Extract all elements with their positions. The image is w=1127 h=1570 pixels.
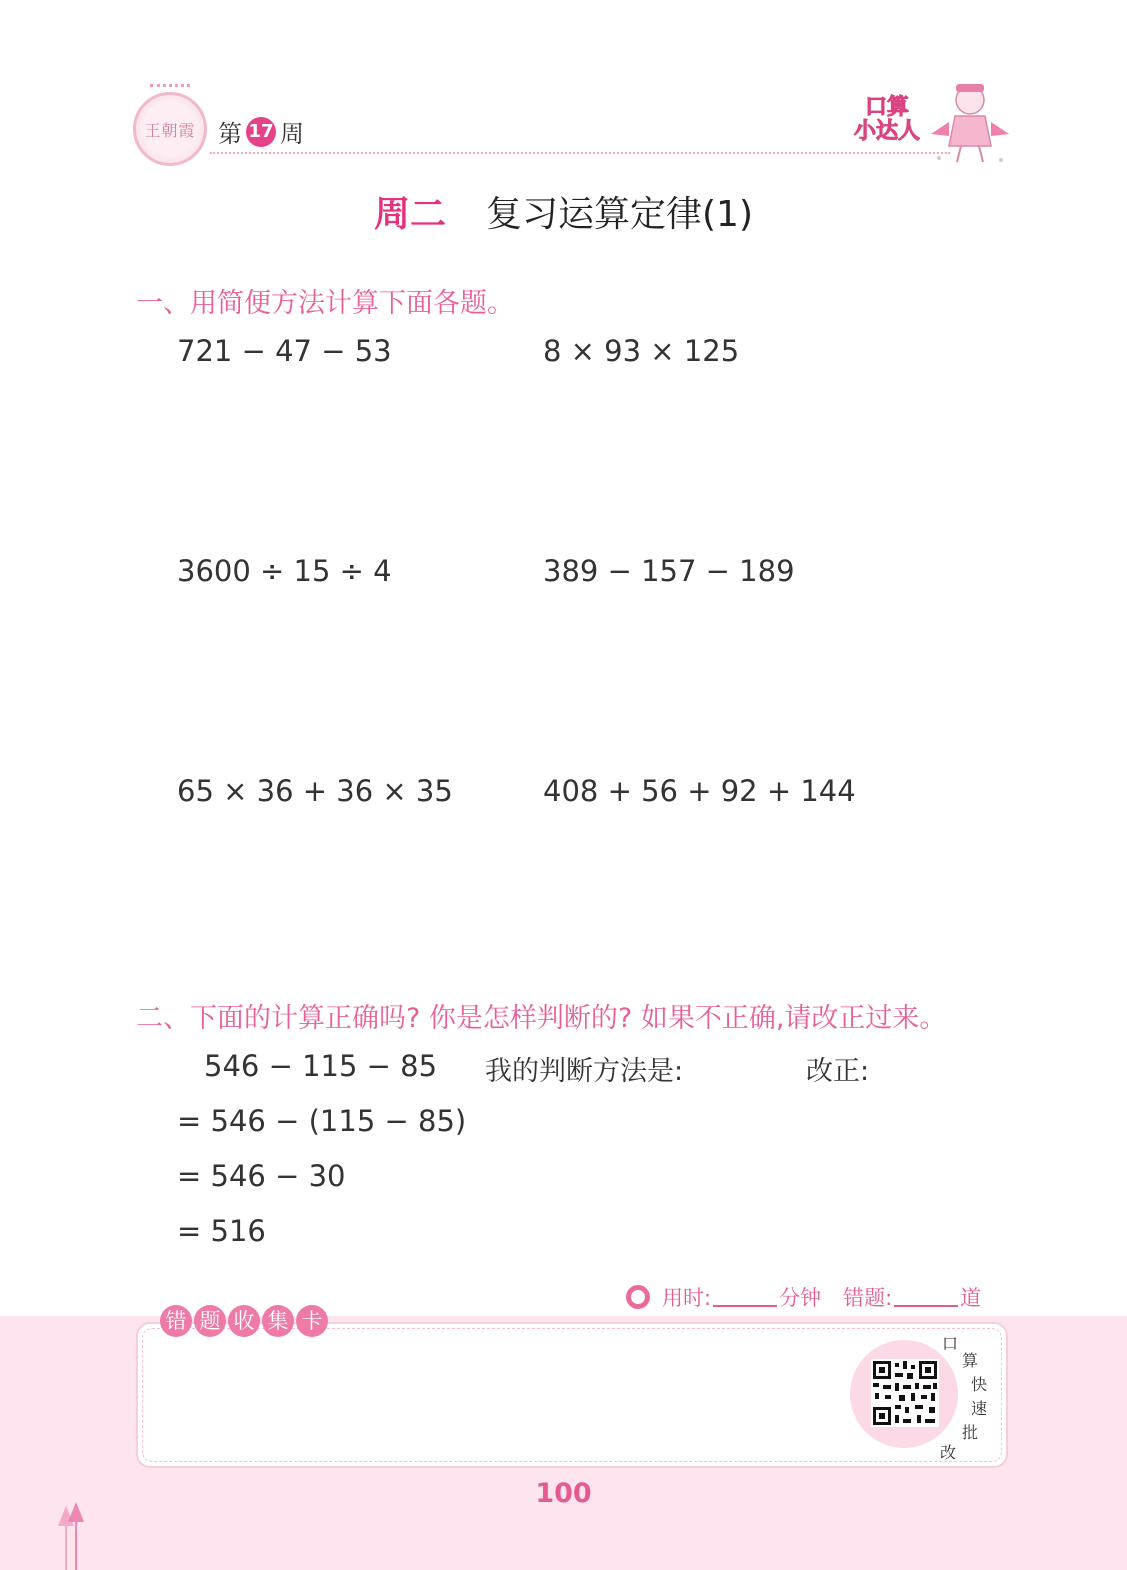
correction-label: 改正: [806, 1056, 870, 1087]
card-label-char: 题 [194, 1305, 226, 1337]
arrow-decoration [52, 1500, 92, 1570]
problem-6: 408 + 56 + 92 + 144 [543, 774, 856, 808]
week-suffix: 周 [280, 120, 304, 148]
card-label-char: 卡 [296, 1305, 328, 1337]
step-1: = 546 − (115 − 85) [177, 1104, 467, 1138]
section2-heading: 二、下面的计算正确吗? 你是怎样判断的? 如果不正确,请改正过来。 [136, 1003, 947, 1034]
page-title [0, 186, 1127, 237]
section1-heading: 一、用简便方法计算下面各题。 [136, 288, 514, 319]
title-day: 周二 [373, 194, 446, 235]
time-unit: 分钟 [779, 1286, 822, 1310]
qr-caption-char: 口 [942, 1334, 959, 1353]
week-number: 17 [246, 117, 276, 147]
problem-5: 65 × 36 + 36 × 35 [177, 774, 453, 808]
card-label [160, 1305, 328, 1337]
qr-caption-char: 速 [971, 1399, 988, 1418]
seal-text: 王朝霞 [144, 120, 196, 140]
time-blank[interactable] [713, 1287, 777, 1307]
given-expression: 546 − 115 − 85 [204, 1049, 438, 1083]
step-3: = 516 [177, 1214, 266, 1248]
qr-caption-char: 改 [940, 1443, 957, 1462]
qr-caption-char: 算 [962, 1351, 979, 1370]
header-divider [210, 152, 950, 154]
problem-2: 8 × 93 × 125 [543, 334, 740, 368]
badge-line1: 口算 [864, 95, 909, 120]
card-label-char: 集 [262, 1305, 294, 1337]
stopwatch-icon [626, 1285, 650, 1309]
problem-3: 3600 ÷ 15 ÷ 4 [177, 554, 392, 588]
time-error-record [626, 1282, 981, 1312]
errors-blank[interactable] [894, 1287, 958, 1307]
page-number: 100 [535, 1478, 592, 1509]
problem-4: 389 − 157 − 189 [543, 554, 795, 588]
title-topic: 复习运算定律(1) [486, 194, 753, 235]
qr-code-icon[interactable] [871, 1359, 939, 1427]
qr-caption-char: 批 [962, 1423, 979, 1442]
author-seal-logo [133, 92, 207, 166]
card-label-char: 收 [228, 1305, 260, 1337]
badge-line2: 小达人 [853, 119, 920, 144]
card-label-char: 错 [160, 1305, 192, 1337]
brand-badge [852, 96, 922, 146]
step-2: = 546 − 30 [177, 1159, 346, 1193]
mascot-illustration [925, 78, 1015, 168]
qr-caption-char: 快 [971, 1375, 988, 1394]
errors-label: 错题: [843, 1286, 893, 1310]
errors-unit: 道 [960, 1286, 982, 1310]
judge-method-label: 我的判断方法是: [485, 1056, 684, 1087]
time-label: 用时: [662, 1286, 712, 1310]
problem-1: 721 − 47 − 53 [177, 334, 392, 368]
week-indicator [218, 114, 304, 149]
week-prefix: 第 [218, 120, 242, 148]
